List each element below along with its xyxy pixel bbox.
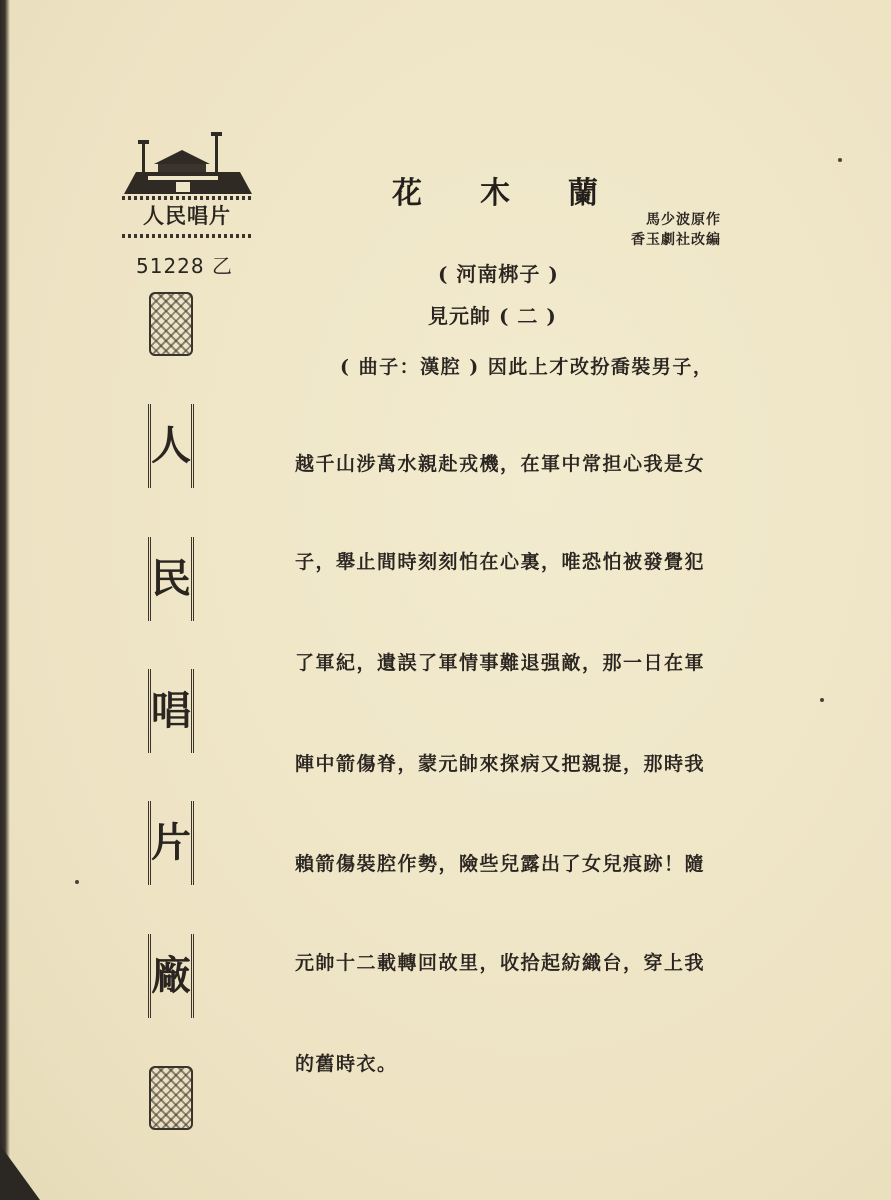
lyric-line: ( 曲子：漢腔 ) 因此上才改扮喬裝男子， — [340, 356, 714, 378]
banner-char: 廠 — [148, 934, 194, 1018]
credit-original-author: 馬少波原作 — [646, 212, 721, 228]
banner-char: 片 — [148, 801, 194, 885]
credit-adaptation: 香玉劇社改編 — [631, 232, 721, 248]
lyric-line: 了軍紀，遺誤了軍情事難退强敵，那一日在軍 — [295, 652, 706, 674]
brand-name: 人民唱片 — [143, 204, 231, 228]
credits — [631, 210, 721, 250]
tiananmen-logo-icon — [118, 128, 258, 198]
lyric-line: 越千山涉萬水親赴戎機，在軍中常担心我是女 — [295, 453, 706, 475]
record-number: 51228 乙 — [136, 254, 233, 278]
lyric-line: 的舊時衣。 — [295, 1053, 398, 1075]
banner-ornament-top — [149, 292, 193, 356]
banner-ornament-bottom — [149, 1066, 193, 1130]
lyric-line: 子，舉止間時刻刻怕在心裏，唯恐怕被發覺犯 — [295, 551, 706, 573]
song-title: 花木蘭 — [392, 176, 656, 211]
label-logo — [118, 128, 258, 198]
lyric-line: 賴箭傷裝腔作勢，險些兒露出了女兒痕跡！隨 — [295, 853, 706, 875]
lyric-line: 元帥十二載轉回故里，收拾起紡織台，穿上我 — [295, 952, 706, 974]
lyric-line: 陣中箭傷脊，蒙元帥來探病又把親提，那時我 — [295, 753, 706, 775]
paper-speck — [838, 158, 842, 162]
banner-char: 人 — [148, 404, 194, 488]
logo-dotted-rule-bottom — [122, 234, 252, 238]
scene-title: 見元帥 ( 二 ) — [428, 304, 557, 328]
opera-genre: ( 河南梆子 ) — [438, 262, 559, 286]
paper-speck — [75, 880, 79, 884]
scan-corner — [0, 1145, 40, 1200]
banner-char: 民 — [148, 537, 194, 621]
paper-speck — [820, 698, 824, 702]
scan-edge — [0, 0, 10, 1200]
banner-char: 唱 — [148, 669, 194, 753]
vertical-banner — [148, 292, 194, 1130]
